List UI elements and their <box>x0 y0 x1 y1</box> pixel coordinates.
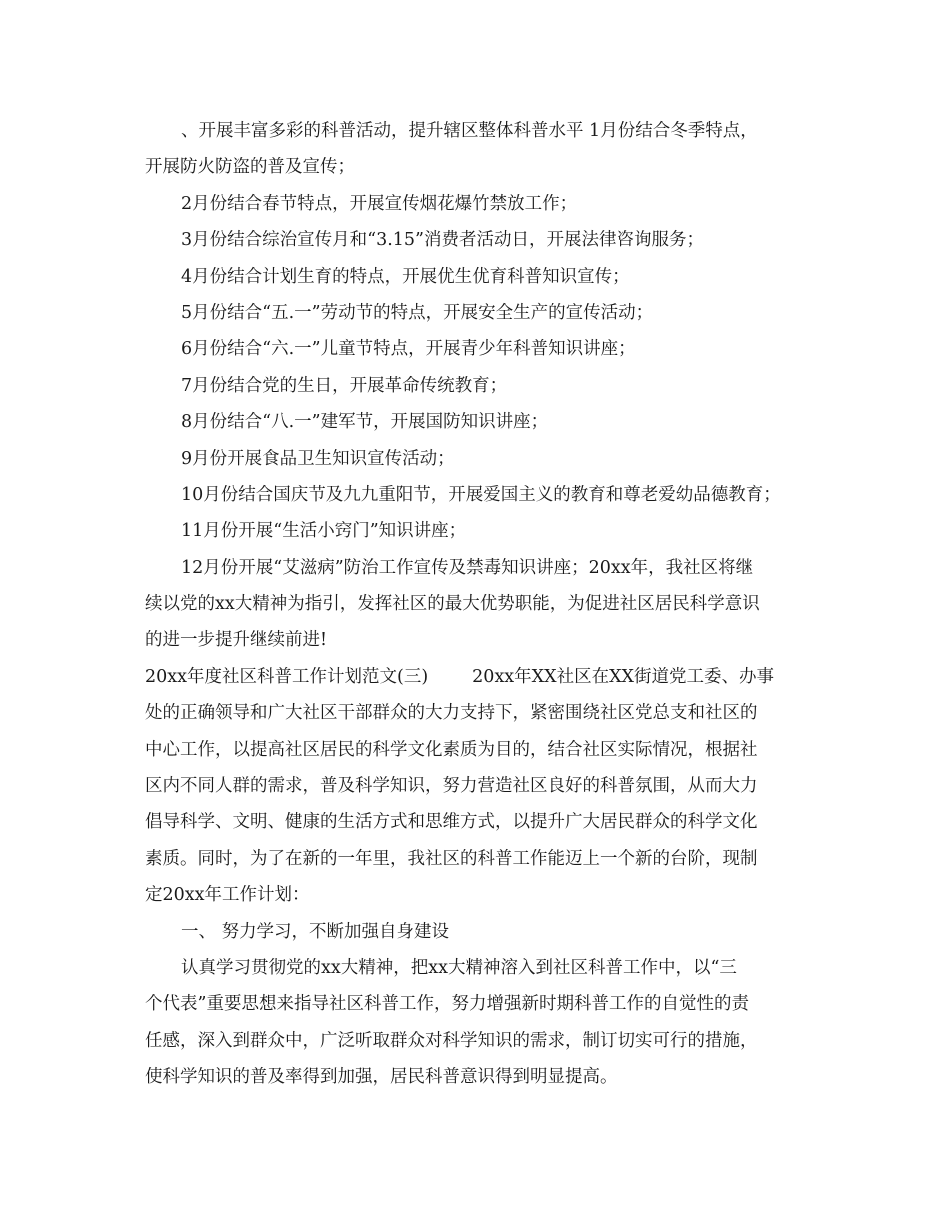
text-line: 区内不同人群的需求，普及科学知识，努力营造社区良好的科普氛围，从而大力 <box>145 776 758 797</box>
text-line: 9月份开展食品卫生知识宣传活动； <box>181 448 455 469</box>
section-title: 20xx年度社区科普工作计划范文(三) <box>145 666 429 687</box>
text-line: 个代表”重要思想来指导社区科普工作，努力增强新时期科普工作的自觉性的责 <box>145 994 749 1015</box>
text-line: 中心工作，以提高社区居民的科学文化素质为目的，结合社区实际情况，根据社 <box>145 739 758 760</box>
text-line: 5月份结合“五.一”劳动节的特点，开展安全生产的宣传活动； <box>181 302 654 323</box>
text-line: 4月份结合计划生育的特点，开展优生优育科普知识宣传； <box>181 266 630 287</box>
text-line: 续以党的xx大精神为指引，发挥社区的最大优势职能，为促进社区居民科学意识 <box>145 594 760 615</box>
text-line: 11月份开展“生活小窍门”知识讲座； <box>181 521 467 542</box>
section-intro-text: 20xx年XX社区在XX街道党工委、办事 <box>472 666 775 687</box>
text-line: 2月份结合春节特点，开展宣传烟花爆竹禁放工作； <box>181 193 578 214</box>
text-line: 7月份结合党的生日，开展革命传统教育； <box>181 375 508 396</box>
section-title-line <box>145 659 815 695</box>
document-body <box>145 113 815 1096</box>
text-line: 12月份开展“艾滋病”防治工作宣传及禁毒知识讲座；20xx年，我社区将继 <box>181 557 754 578</box>
text-line: 倡导科学、文明、健康的生活方式和思维方式，以提升广大居民群众的科学文化 <box>145 812 758 833</box>
text-line: 定20xx年工作计划： <box>145 885 310 906</box>
text-line: 8月份结合“八.一”建军节，开展国防知识讲座； <box>181 412 549 433</box>
text-line: 、开展丰富多彩的科普活动，提升辖区整体科普水平 1月份结合冬季特点， <box>181 121 758 141</box>
text-line: 使科学知识的普及率得到加强，居民科普意识得到明显提高。 <box>145 1067 618 1088</box>
text-line: 6月份结合“六.一”儿童节特点，开展青少年科普知识讲座； <box>181 339 636 360</box>
text-line: 3月份结合综治宣传月和“3.15”消费者活动日，开展法律咨询服务； <box>181 230 704 251</box>
heading-line: 一、 努力学习，不断加强自身建设 <box>181 921 450 942</box>
text-line: 的进一步提升继续前进! <box>145 630 328 651</box>
text-line: 素质。同时，为了在新的一年里，我社区的科普工作能迈上一个新的台阶，现制 <box>145 848 758 869</box>
text-line: 认真学习贯彻党的xx大精神，把xx大精神溶入到社区科普工作中，以“三 <box>181 957 737 978</box>
text-line: 处的正确领导和广大社区干部群众的大力支持下，紧密围绕社区党总支和社区的 <box>145 703 758 724</box>
text-line: 开展防火防盗的普及宣传； <box>145 157 355 178</box>
text-line: 10月份结合国庆节及九九重阳节，开展爱国主义的教育和尊老爱幼品德教育； <box>181 484 781 505</box>
text-line: 任感，深入到群众中，广泛听取群众对科学知识的需求，制订切实可行的措施， <box>145 1030 758 1051</box>
